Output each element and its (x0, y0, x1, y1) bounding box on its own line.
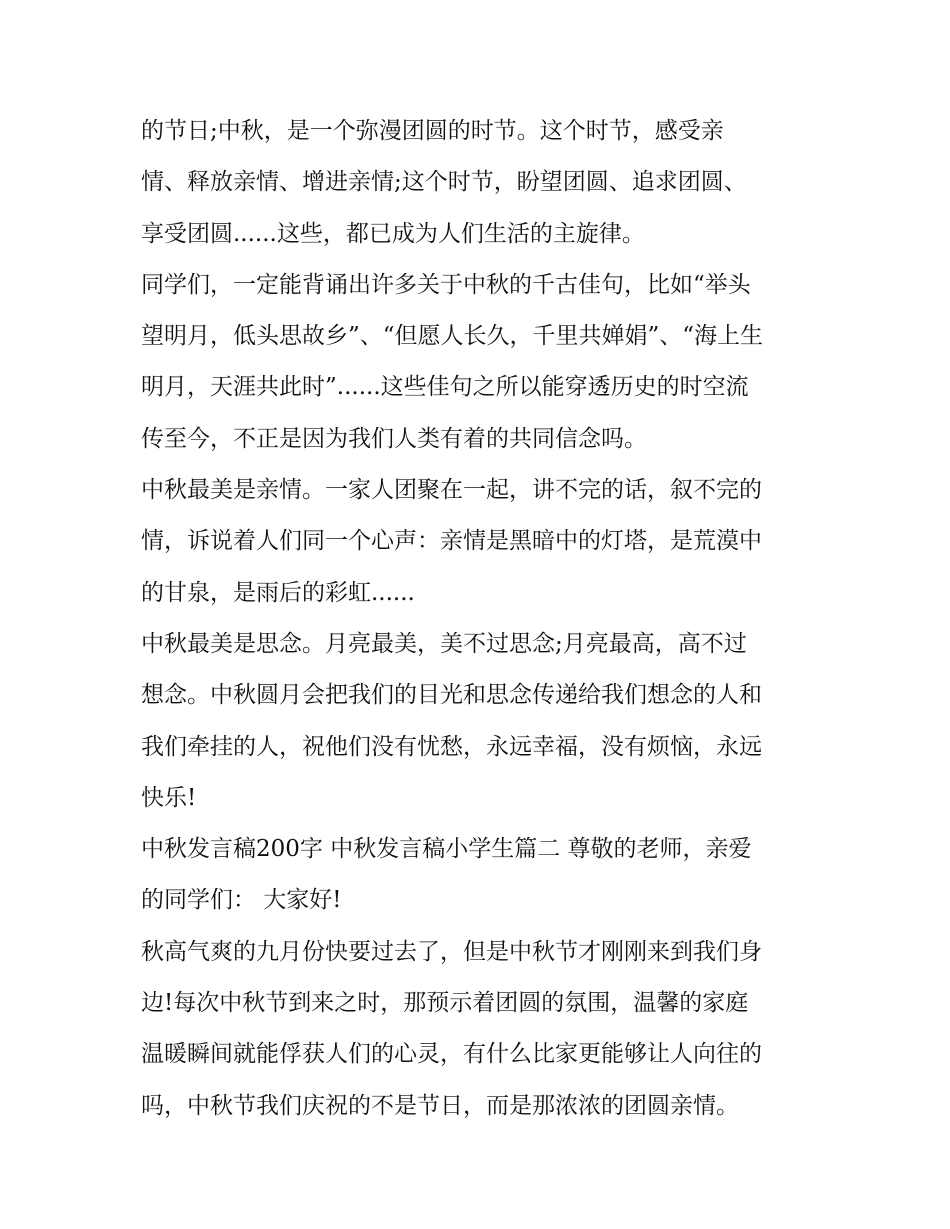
text-line: 中秋最美是思念。月亮最美，美不过思念;月亮最高，高不过 (141, 630, 747, 657)
text-line: 秋高气爽的九月份快要过去了，但是中秋节才刚刚来到我们身 (141, 938, 762, 965)
text-line: 的甘泉，是雨后的彩虹...... (141, 579, 415, 606)
text-line: 吗，中秋节我们庆祝的不是节日，而是那浓浓的团圆亲情。 (141, 1092, 739, 1119)
text-line: 情，诉说着人们同一个心声：亲情是黑暗中的灯塔，是荒漠中 (141, 528, 762, 555)
text-line: 想念。中秋圆月会把我们的目光和思念传递给我们想念的人和 (141, 682, 762, 709)
text-line: 情、释放亲情、增进亲情;这个时节，盼望团圆、追求团圆、 (141, 169, 747, 196)
text-line: 同学们，一定能背诵出许多关于中秋的千古佳句，比如“举头 (141, 271, 751, 298)
text-line: 边!每次中秋节到来之时，那预示着团圆的氛围，温馨的家庭 (141, 990, 749, 1017)
text-line: 我们牵挂的人，祝他们没有忧愁，永远幸福，没有烦恼，永远 (141, 733, 762, 760)
text-line: 明月，天涯共此时”......这些佳句之所以能穿透历史的时空流 (141, 374, 749, 401)
text-line: 的节日;中秋，是一个弥漫团圆的时节。这个时节，感受亲 (141, 118, 724, 144)
text-line: 望明月，低头思故乡”、“但愿人长久，千里共婵娟”、“海上生 (141, 323, 764, 350)
text-line: 快乐! (141, 784, 197, 811)
document-body (141, 106, 816, 1132)
text-line: 温暖瞬间就能俘获人们的心灵，有什么比家更能够让人向往的 (141, 1041, 762, 1068)
text-line: 的同学们： 大家好! (141, 887, 342, 914)
text-line: 中秋发言稿200字 中秋发言稿小学生篇二 尊敬的老师，亲爱 (141, 836, 752, 863)
text-line: 中秋最美是亲情。一家人团聚在一起，讲不完的话，叙不完的 (141, 477, 762, 504)
text-line: 享受团圆......这些，都已成为人们生活的主旋律。 (141, 220, 645, 247)
text-line: 传至今，不正是因为我们人类有着的共同信念吗。 (141, 425, 647, 452)
